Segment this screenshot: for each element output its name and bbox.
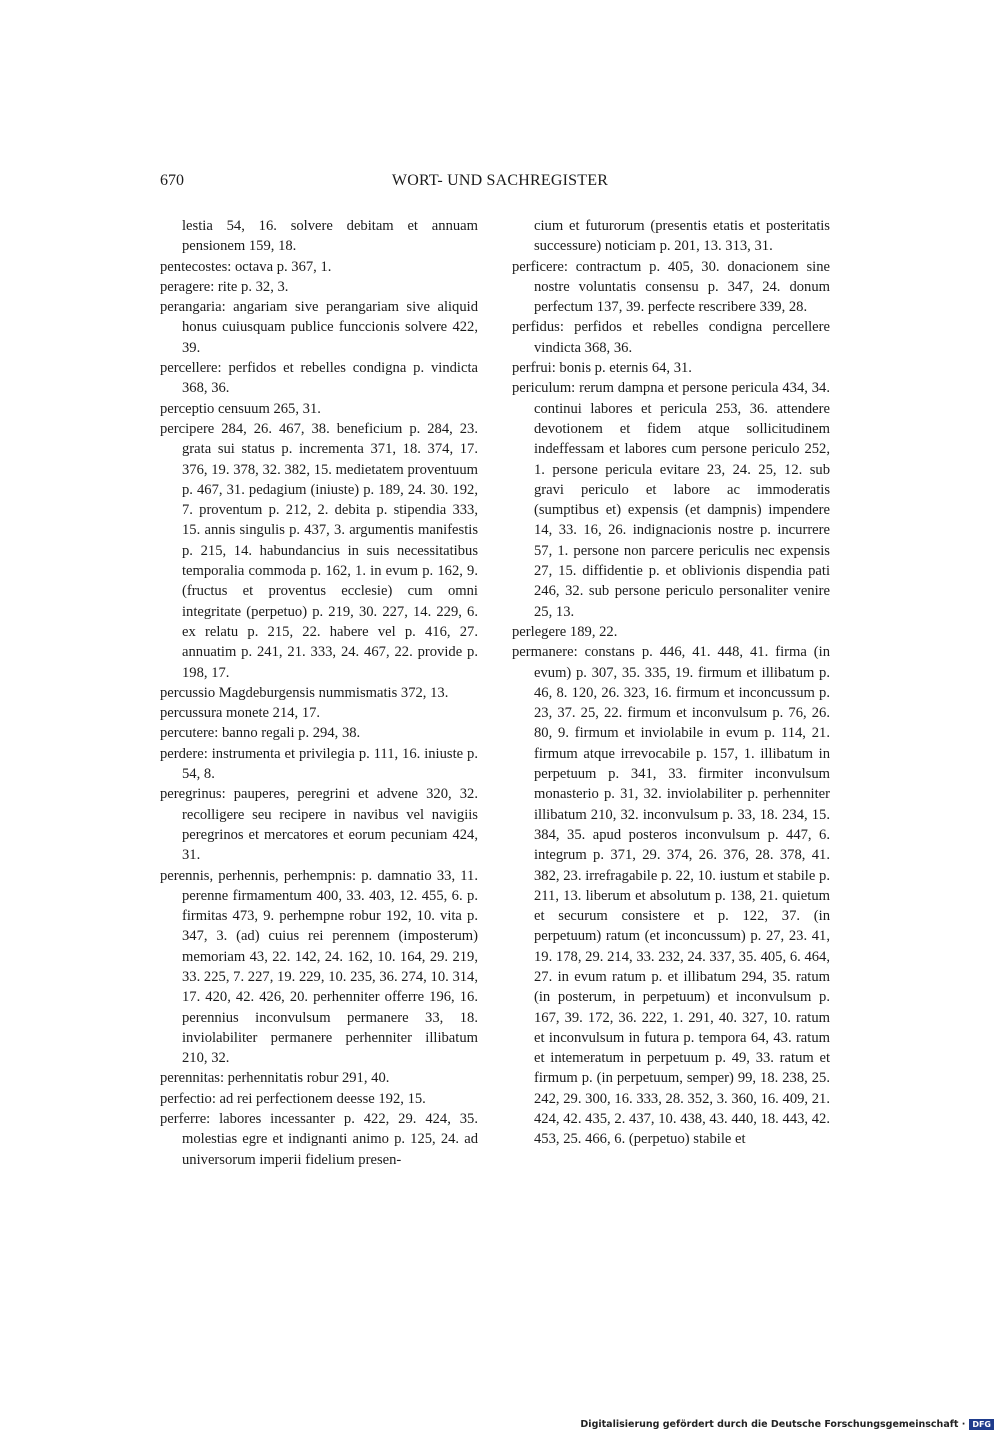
index-entry: peragere: rite p. 32, 3.: [160, 278, 289, 295]
index-entry: peregrinus: pauperes, peregrini et advene 320, 32. recolligere seu recipere in navibus vel navigiis peregrinos et mercatores et eorum pecuniam 424, 31.: [160, 786, 478, 864]
index-entry: perficere: contractum p. 405, 30. donacionem sine nostre voluntatis consensu p. 347, 24. donum perfectum 137, 39. perfecte rescribere 339, 28.: [512, 258, 830, 316]
index-entry: perlegere 189, 22.: [512, 623, 618, 640]
index-entry: perceptio censuum 265, 31.: [160, 400, 321, 417]
index-entry: percipere 284, 26. 467, 38. beneficium p. 284, 23. grata sui status p. incrementa 371, 18. 374, 17. 376, 19. 378, 32. 382, 15. medietatem proventuum p. 467, 31. pedagium (iniuste) p. 189, 24. 30. 192, 7. proventum p. 212, 2. debita p. stipendia 333, 15. annis singulis p. 437, 3. argumentis manifestis p. 215, 14. habundancius in suis necessitatibus temporalia commoda p. 162, 1. in evum p. 162, 9. (fructus et proventus ecclesie) cum omni integritate (perpetuo) p. 219, 30. 227, 14. 229, 6. ex relatu p. 215, 22. habere vel p. 416, 27. annuatim p. 241, 21. 333, 24. 467, 22. provide p. 198, 17.: [160, 420, 478, 681]
index-entry: perennis, perhennis, perhempnis: p. damnatio 33, 11. perenne firmamentum 400, 33. 403, 12. 455, 6. p. firmitas 473, 9. perhempne robur 192, 10. vita p. 347, 3. (ad) cuius rei perennem (imposterum) memoriam 43, 22. 142, 24. 162, 10. 164, 29. 219, 33. 225, 7. 227, 19. 229, 10. 235, 36. 274, 10. 314, 17. 420, 42. 426, 20. perhenniter offerre 196, 16. perennius inconvulsum permanere 33, 18. inviolabiliter permanere perhenniter illibatum 210, 32.: [160, 867, 478, 1067]
running-head: WORT- UND SACHREGISTER: [391, 172, 609, 189]
footer-text: Digitalisierung gefördert durch die Deutsche Forschungsgemeinschaft ·: [580, 1419, 966, 1430]
index-entry: perfrui: bonis p. eternis 64, 31.: [512, 360, 692, 377]
index-entry: perennitas: perhennitatis robur 291, 40.: [160, 1070, 390, 1087]
page-number: 670: [160, 172, 184, 189]
index-entry: percutere: banno regali p. 294, 38.: [160, 725, 361, 742]
index-entry: perangaria: angariam sive perangariam sive aliquid honus cuiusquam publice funccionis solvere 422, 39.: [160, 299, 478, 356]
index-entry: percellere: perfidos et rebelles condigna p. vindicta 368, 36.: [160, 360, 478, 397]
index-entry: perferre: labores incessanter p. 422, 29. 424, 35. molestias egre et indignanti animo p. 125, 24. ad universorum imperii fidelium presen-: [160, 1111, 478, 1168]
index-entry: lestia 54, 16. solvere debitam et annuam pensionem 159, 18.: [182, 218, 478, 255]
dfg-logo: DFG: [969, 1419, 994, 1430]
index-entry: percussio Magdeburgensis nummismatis 372, 13.: [160, 684, 449, 701]
index-entry: percussura monete 214, 17.: [160, 705, 321, 722]
footer: [580, 1419, 994, 1430]
index-entry: pentecostes: octava p. 367, 1.: [160, 258, 332, 275]
index-entry: periculum: rerum dampna et persone pericula 434, 34. continui labores et pericula 253, 36. attendere devotionem et fidem atque sollicitudinem indeffessam et labores cum persone periculo 252, 1. persone pericula evitare 23, 24. 25, 12. sub gravi periculo et labore ac immoderatis (sumptibus et) expensis (et dampnis) impendere 14, 33. 16, 26. indignacionis nostre p. incurrere 57, 1. persone non parcere periculis nec expensis 27, 15. diffidentie p. et oblivionis dispendia pati 246, 32. sub persone periculo personaliter venire 25, 13.: [512, 380, 830, 620]
index-entry: permanere: constans p. 446, 41. 448, 41. firma (in evum) p. 307, 35. 335, 19. firmum et illibatum p. 46, 8. 120, 26. 323, 16. firmum et inconcussum p. 23, 37. 25, 22. firmum et inconvulsum p. 76, 26. 80, 9. firmum et inviolabile in evum p. 114, 21. firmum atque irrevocabile p. 157, 1. illibatum in perpetuum p. 341, 33. firmiter inconvulsum monasterio p. 31, 32. inviolabiliter p. perhenniter illibatum 210, 32. inconvulsum p. 33, 18. 234, 15. 384, 35. apud posteros inconvulsum p. 447, 6. integrum p. 371, 29. 374, 26. 376, 28. 378, 41. 382, 23. irrefragabile p. 22, 10. iustum et stabile p. 211, 13. liberum et absolutum p. 138, 21. quietum et securum consistere et p. 122, 37. (in perpetuum) ratum (et inconcussum) p. 27, 23. 41, 19. 178, 29. 214, 33. 232, 24. 337, 35. 405, 6. 464, 27. in evum ratum p. et illibatum 294, 35. ratum (in posterum, in perpetuum) et inconvulsum p. 167, 39. 172, 36. 222, 1. 291, 40. 327, 10. ratum et inconvulsum in futura p. tempora 64, 43. ratum et intemeratum in perpetuum p. 49, 33. ratum et firmum p. (in perpetuum, semper) 99, 18. 238, 25. 242, 29. 300, 16. 333, 28. 352, 3. 360, 16. 409, 21. 424, 42. 435, 2. 437, 10. 438, 43. 440, 18. 443, 42. 453, 25. 466, 6. (perpetuo) stabile et: [512, 644, 830, 1148]
index-entry: perfidus: perfidos et rebelles condigna percellere vindicta 368, 36.: [512, 319, 830, 356]
left-column: [160, 216, 478, 1170]
right-column: [512, 216, 830, 1150]
index-entry: perfectio: ad rei perfectionem deesse 192, 15.: [160, 1090, 426, 1107]
index-entry: perdere: instrumenta et privilegia p. 111, 16. iniuste p. 54, 8.: [160, 745, 478, 783]
index-entry: cium et futurorum (presentis etatis et posteritatis successure) noticiam p. 201, 13. 313, 31.: [534, 218, 830, 255]
